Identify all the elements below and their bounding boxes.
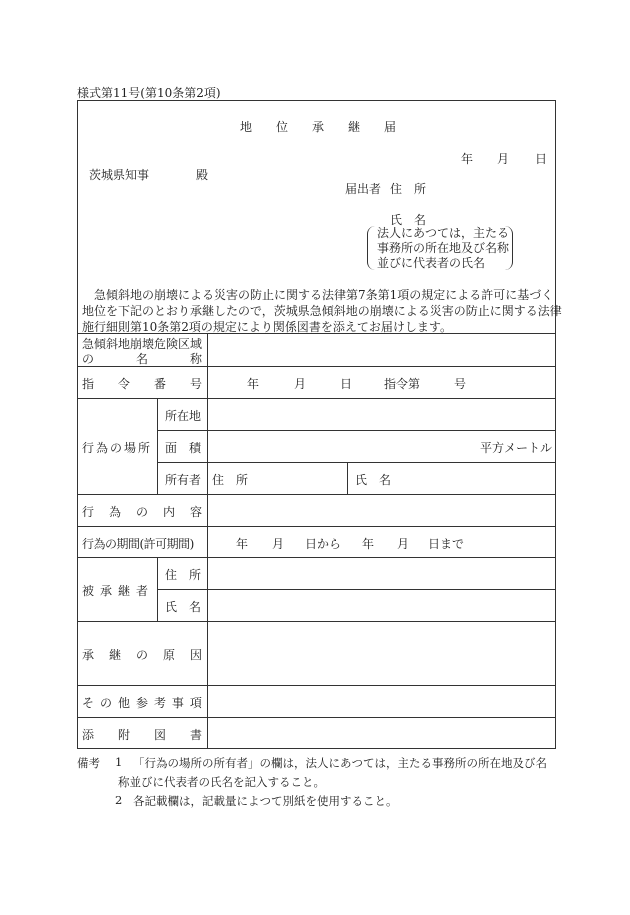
table-line [157,589,556,590]
remarks-item-text: 各記載欄は，記載量によつて別紙を使用すること。 [133,794,398,808]
remarks-item-text: 称並びに代表者の氏名を記入すること。 [118,775,325,789]
table-line [77,685,556,686]
place-area-label: 面 積 [165,441,202,455]
reason-label [82,646,202,663]
corp-note-line: 並びに代表者の氏名 [377,256,486,270]
other-label [82,694,202,711]
addressee-name: 茨城県知事 [89,168,150,182]
label-char: 称 [189,352,202,366]
label-char: 令 [117,377,130,391]
order-number-label [82,375,202,392]
label-char: 承 [82,648,95,662]
label-char: そ [82,696,95,710]
label-char: 添 [82,728,95,742]
remarks-item-text: 「行為の場所の所有者」の欄は，法人にあつては，主たる事務所の所在地及び名 [133,756,547,770]
date-year-label: 年 [461,152,474,166]
table-line [77,557,556,558]
successor-address-label: 住 所 [165,568,202,582]
label-char: 継 [108,648,121,662]
body-text-line: 施行細則第10条第2項の規定により関係図書を添えてお届けします。 [82,320,452,334]
form-number: 様式第11号(第10条第2項) [77,86,221,100]
label-char: 番 [153,377,166,391]
table-line [347,462,348,494]
attachments-label [82,726,202,743]
period-from-year: 年 [236,537,249,551]
label-char: 参 [135,696,148,710]
label-char: 他 [117,696,130,710]
area-name-label-line2 [82,350,202,367]
table-line [77,621,556,622]
period-to-day: 日まで [428,537,465,551]
corp-note [377,226,509,271]
place-owner-label: 所有者 [165,473,202,487]
order-suffix-label: 号 [454,377,467,391]
area-name-label: 急傾斜地崩壊危険区域 [82,337,203,351]
body-text-line: 急傾斜地の崩壊による災害の防止に関する法律第7条第1項の規定による許可に基づく [82,288,554,302]
corp-note-line: 事務所の所在地及び名称 [377,241,510,255]
label-char: 項 [189,696,202,710]
date-month-label: 月 [497,152,510,166]
label-char: 名 [135,352,148,366]
owner-name-label: 氏 名 [355,473,392,487]
table-line [157,462,556,463]
place-label: 行為の場所 [82,441,153,455]
owner-address-label: 住 所 [212,473,249,487]
table-line [157,557,158,621]
successor-label: 被承継者 [82,584,155,598]
label-char: 考 [153,696,166,710]
label-char: 指 [82,377,95,391]
table-line [77,494,556,495]
order-year-label: 年 [247,377,260,391]
label-char: の [99,696,112,710]
label-char: 内 [162,505,175,519]
period-to-month: 月 [397,537,410,551]
table-line [157,430,556,431]
order-day-label: 日 [340,377,353,391]
table-line [207,333,208,749]
order-month-label: 月 [294,377,307,391]
label-char: 図 [153,728,166,742]
table-line [77,333,556,334]
period-label: 行為の期間(許可期間) [82,537,194,551]
successor-name-label: 氏 名 [165,600,202,614]
period-to-year: 年 [362,537,375,551]
label-char: 行 [82,505,95,519]
table-line [77,526,556,527]
label-char: 号 [189,377,202,391]
label-char: の [82,352,95,366]
label-char: 因 [189,648,202,662]
order-prefix-label: 指令第 [384,377,421,391]
label-char: 事 [171,696,184,710]
period-from-day: 日から [305,537,342,551]
place-area-unit: 平方メートル [480,441,553,455]
label-char: 原 [162,648,175,662]
label-char: 為 [108,505,121,519]
table-line [157,398,158,494]
content-label [82,503,202,520]
period-from-month: 月 [272,537,285,551]
applicant-label: 届出者 [345,182,382,196]
date-day-label: 日 [535,152,548,166]
label-char: の [135,648,148,662]
table-line [77,398,556,399]
remarks-item-number: 1 [115,755,123,769]
label-char: 書 [189,728,202,742]
form-title: 地 位 承 継 届 [240,120,397,134]
label-char: 容 [189,505,202,519]
label-char: 附 [117,728,130,742]
table-line [77,717,556,718]
applicant-name-label: 氏 名 [390,213,427,227]
applicant-address-label: 住 所 [390,182,427,196]
body-text [82,287,562,335]
remarks-label: 備考 [77,756,100,770]
label-char: の [135,505,148,519]
place-location-label: 所在地 [165,409,202,423]
addressee-suffix: 殿 [196,168,209,182]
corp-note-line: 法人にあつては，主たる [377,226,510,240]
body-text-line: 地位を下記のとおり承継したので，茨城県急傾斜地の崩壊による災害の防止に関する法律 [82,304,562,318]
remarks-item-number: 2 [115,793,123,807]
